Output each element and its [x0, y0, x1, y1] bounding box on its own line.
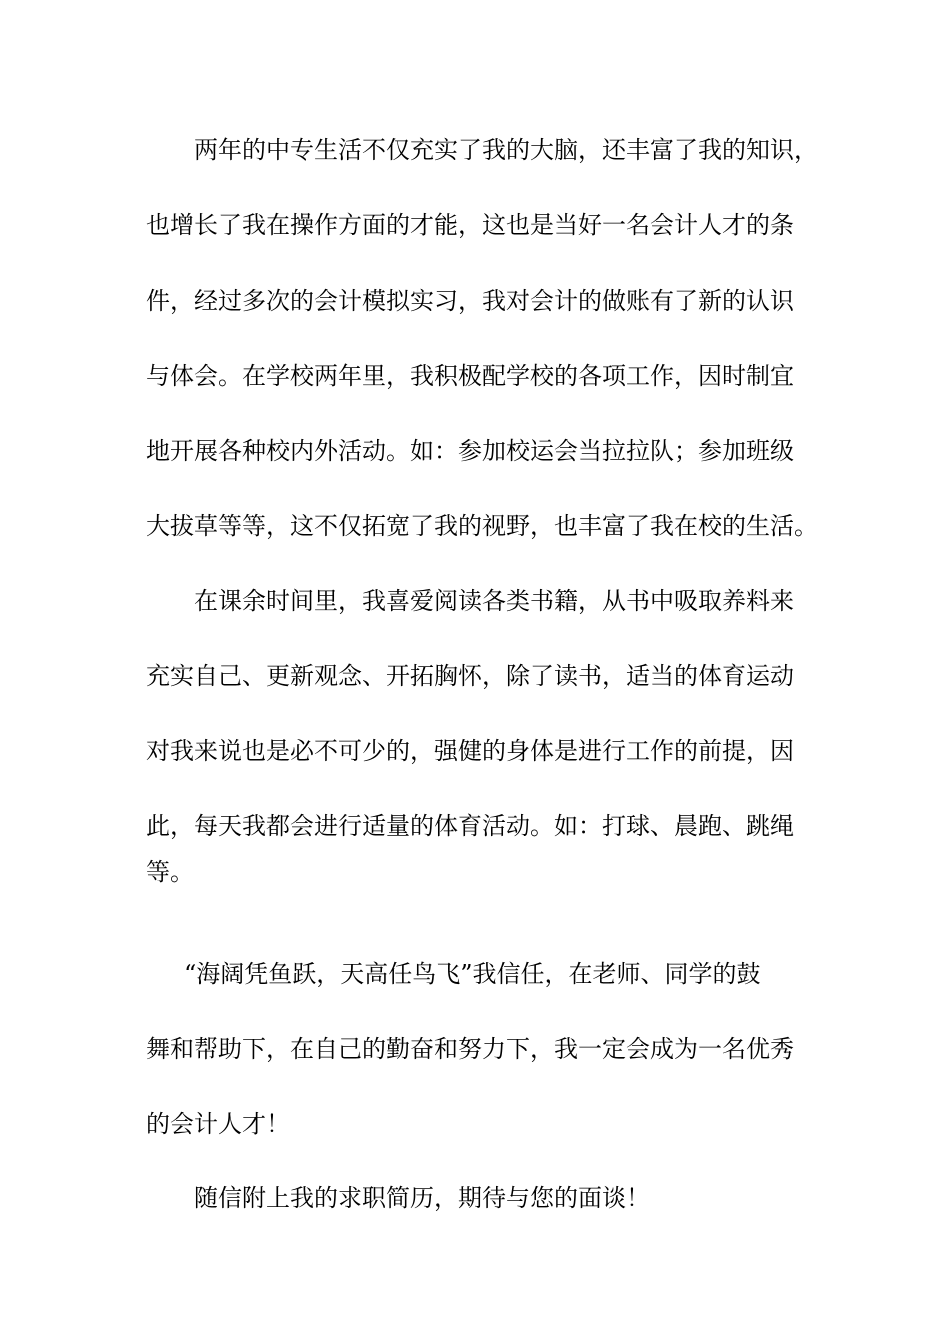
paragraph-3-line-2: 舞和帮助下，在自己的勤奋和努力下，我一定会成为一名优秀: [146, 1035, 794, 1063]
paragraph-3-line-3: 的会计人才！: [146, 1110, 290, 1138]
paragraph-4-line-1: 随信附上我的求职简历，期待与您的面谈！: [194, 1184, 650, 1212]
paragraph-2-line-4: 此，每天我都会进行适量的体育活动。如：打球、晨跑、跳绳: [146, 812, 794, 840]
paragraph-1-line-1: 两年的中专生活不仅充实了我的大脑，还丰富了我的知识，: [194, 136, 818, 164]
paragraph-2-line-2: 充实自己、更新观念、开拓胸怀，除了读书，适当的体育运动: [146, 662, 794, 690]
paragraph-1-line-5: 地开展各种校内外活动。如：参加校运会当拉拉队；参加班级: [146, 437, 794, 465]
paragraph-1-line-2: 也增长了我在操作方面的才能，这也是当好一名会计人才的条: [146, 211, 794, 239]
paragraph-3-line-1: “海阔凭鱼跃，天高任鸟飞”我信任，在老师、同学的鼓: [184, 960, 761, 988]
paragraph-1-line-4: 与体会。在学校两年里，我积极配学校的各项工作，因时制宜: [146, 362, 794, 390]
paragraph-2-line-3: 对我来说也是必不可少的，强健的身体是进行工作的前提，因: [146, 737, 794, 765]
paragraph-2-line-1: 在课余时间里，我喜爱阅读各类书籍，从书中吸取养料来: [194, 587, 794, 615]
paragraph-2-line-5: 等。: [146, 858, 194, 886]
paragraph-1-line-6: 大拔草等等，这不仅拓宽了我的视野，也丰富了我在校的生活。: [146, 512, 818, 540]
paragraph-1-line-3: 件，经过多次的会计模拟实习，我对会计的做账有了新的认识: [146, 287, 794, 315]
